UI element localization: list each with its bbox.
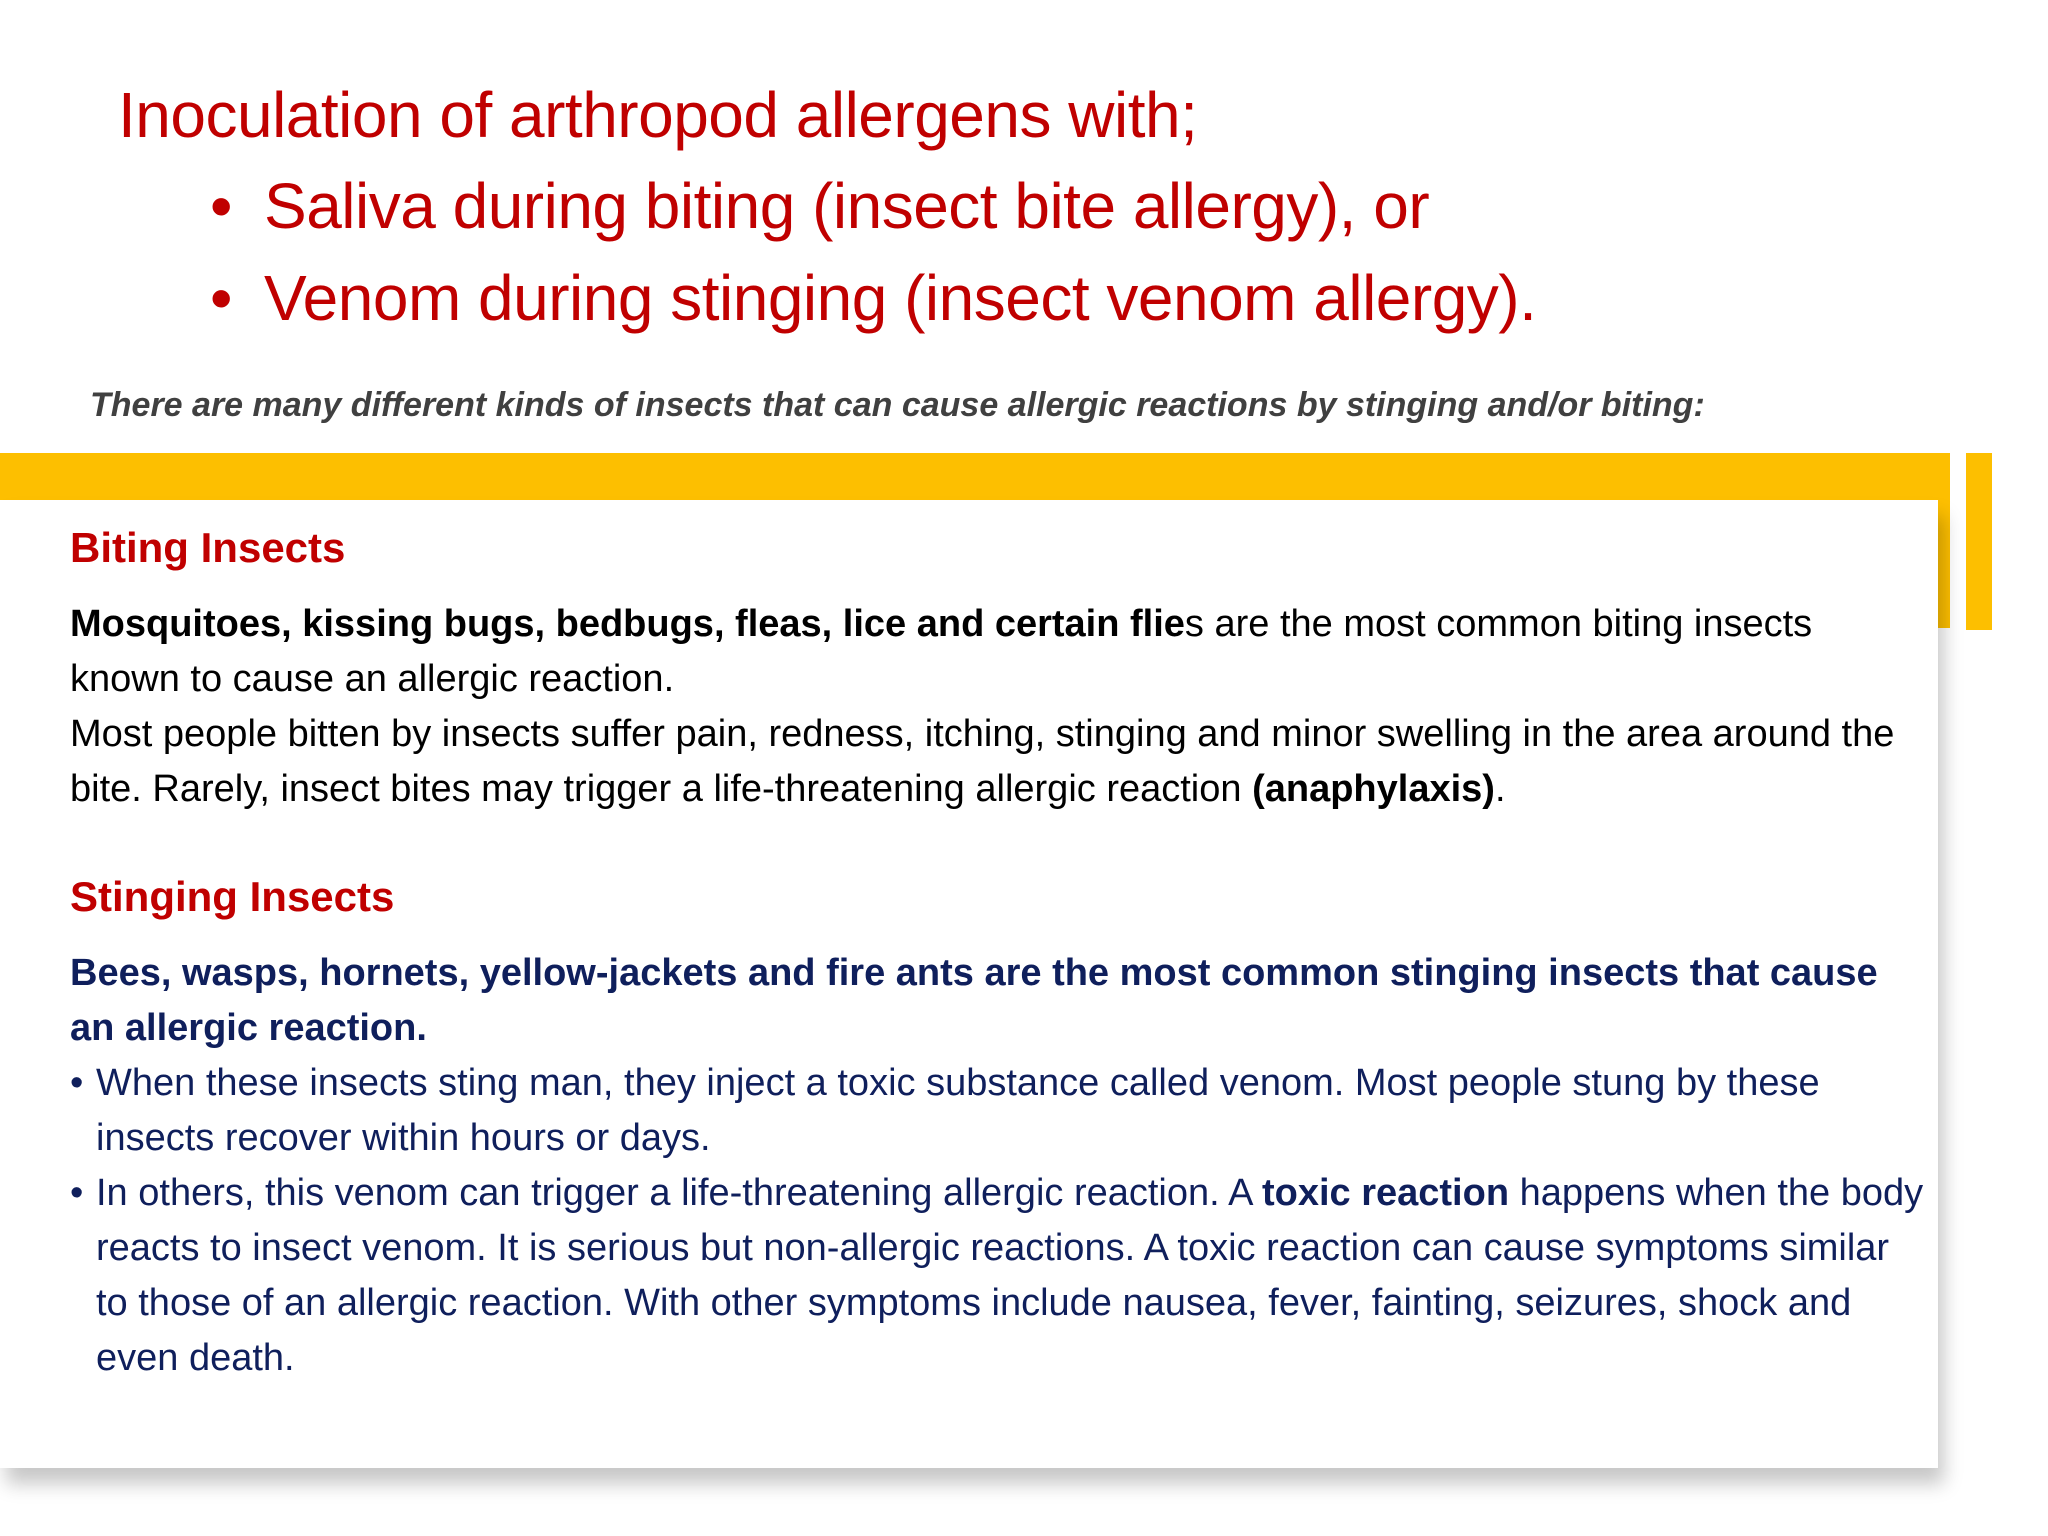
biting-lead-paragraph [70,597,1930,707]
biting-lead-bold: Mosquitoes, kissing bugs, bedbugs, fleas, lice and certain flie [70,603,1185,645]
gold-accent-post-outer [1966,453,1992,630]
stinging-insects-heading: Stinging Insects [70,873,395,920]
stinging-bullet-toxic-reaction [70,1166,1930,1386]
toxic-reaction-term: toxic reaction [1261,1172,1510,1214]
stinging-bullet-venom: • When these insects sting man, they inject a toxic substance called venom. Most people stung by these insects recover within hours or days. [70,1056,1930,1166]
stinging-lead-bold: Bees, wasps, hornets, yellow-jackets and fire ants are the most common stinging insects that cause an allergic reaction. [70,952,1878,1049]
slide-title: Inoculation of arthropod allergens with; [118,79,1198,151]
biting-lead-rest: s are the most common biting insects known to cause an allergic reaction. [70,603,1813,700]
anaphylaxis-term: (anaphylaxis) [1252,768,1495,810]
intro-text: There are many different kinds of insects that can cause allergic reactions by stinging and/or biting: [90,386,1705,424]
title-bullet-venom: • Venom during stinging (insect venom allergy). [210,252,1536,344]
gold-accent-band [0,453,1950,501]
biting-insects-heading: Biting Insects [70,524,346,571]
biting-detail-paragraph [70,707,1930,817]
toxic-bullet-rest: happens when the body reacts to insect venom. It is serious but non-allergic reactions. A toxic reaction can cause symptoms similar to those of an allergic reaction. With other symptoms include nausea, fever, fainting, seizures, shock and even death. [96,1172,1924,1379]
biting-detail-text: Most people bitten by insects suffer pain, redness, itching, stinging and minor swelling in the area around the bite. Rarely, insect bites may trigger a life-threatening allergic reaction [70,713,1895,810]
biting-detail-end: . [1494,768,1506,810]
content-card [0,500,1938,1468]
stinging-bullet-list [70,1056,1930,1386]
stinging-lead-paragraph [70,946,1930,1056]
toxic-bullet-start: In others, this venom can trigger a life-threatening allergic reaction. A [96,1172,1262,1214]
title-bullet-saliva: • Saliva during biting (insect bite allergy), or [210,160,1536,252]
biting-insects-text [70,597,1930,817]
title-bullet-list [210,160,1536,344]
